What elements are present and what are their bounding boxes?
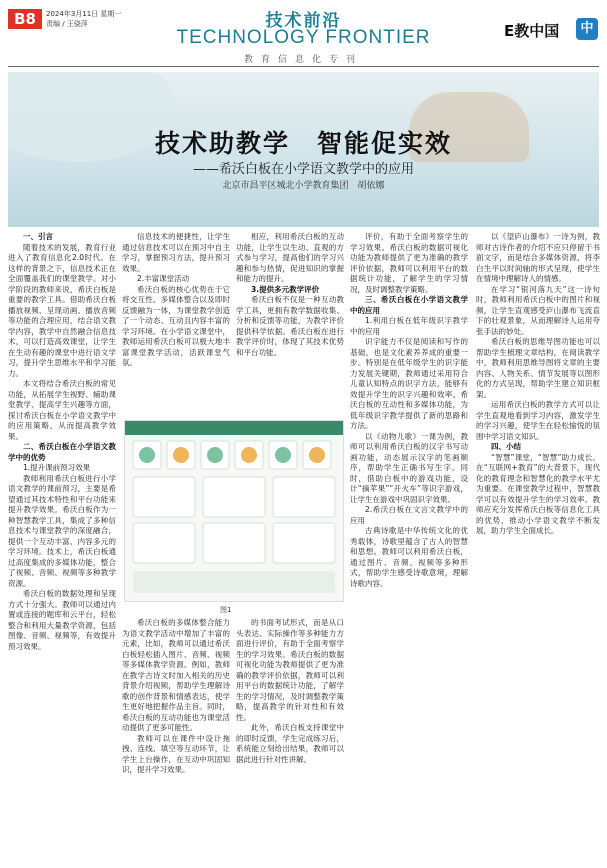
issue-date: 2024年3月11日 星期一 xyxy=(46,10,122,18)
editor-credit: 责编 / 王骁萍 xyxy=(46,20,88,28)
paragraph: 的书面考试形式，而是从口头表达、实际操作等多种能力方面进行评价，有助于全面考察学生的学习效果。希沃白板的数据可视化功能为教师提供了更为准确的教学评价依据，教师可以利用平台的数据统计功能，了解学生的学习情况，及时调整教学策略，提高教学的针对性和有效性。 xyxy=(236,618,344,722)
paragraph: 2.丰富课堂活动 xyxy=(137,274,190,283)
paragraph: 此外，希沃白板支持课堂中的即时反馈，学生完成练习后，系统能立刻给出结果，教师可以据此进行针对性讲解。 xyxy=(236,723,344,764)
article-subtitle: ——希沃白板在小学语文教学中的应用 xyxy=(192,162,414,177)
section-title: 教育信息化专刊 xyxy=(243,55,363,65)
paragraph: 希沃白板的多媒体整合能力为语文教学活动中增加了丰富的元素，比如，教师可以通过希沃白板轻松插入图片、音频、视频等多媒体教学资源。例如，教师在教学古诗文时加入相关的历史背景介绍视频，帮助学生理解诗歌的创作背景和情感表达，使学生更好地把握作品主旨。同时，希沃白板的互动功能也为课堂活动提供了更多可能性。 xyxy=(122,618,230,732)
paragraph: 1.提升课前预习效果 xyxy=(23,463,91,472)
paragraph: 识字能力不仅是阅读和写作的基础，也是文化素养养成的重要一步。特别是在低年级学生的识字能力发展关键期，教师通过采用符合儿童认知特点的识字方法，能够有效提升学生的识字兴趣和效率。希沃白板的互动性和多媒体功能，为低年级识字教学提供了新的思路和方法。 xyxy=(350,337,468,430)
column-title-en: TECHNOLOGY FRONTIER xyxy=(176,27,431,48)
paragraph: 在学习“银河落九天”这一诗句时，教师利用希沃白板中的图片和视频，让学生直观感受庐山瀑布飞流直下的壮观景象，从而理解诗人运用夸张手法的妙处。 xyxy=(476,284,600,336)
article-column-4 xyxy=(350,232,468,862)
paragraph: 古典诗歌是中华传统文化的优秀载体，诗歌里蕴含了古人的智慧和思想。教师可以利用希沃白板，通过图片、音频、视频等多种形式，帮助学生感受诗歌意境，理解诗歌内容。 xyxy=(350,526,468,588)
paragraph: 1.利用白板在低年级识字教学中的应用 xyxy=(350,316,468,336)
section-heading: 一、引言 xyxy=(23,232,53,241)
header-divider xyxy=(8,66,599,67)
figure-caption: 图1 xyxy=(220,606,232,614)
paragraph: 教师利用希沃白板进行小学语文教学的课前预习，主要是希望通过其技术特性和平台功能来提升教学效果。希沃白板作为一种智慧教学工具，集成了多种信息技术与课堂教学的深度融合，提供一个互动丰富、内容多元的学习环境。技术上，希沃白板通过高度集成的多媒体功能，整合了视频、音频、视频等多种教学资源。 xyxy=(8,473,116,588)
paragraph: 相应，利用希沃白板的互动功能，让学生以生动、直观的方式参与学习，提高他们的学习兴趣和参与热情，促进知识的掌握和能力的提升。 xyxy=(236,232,344,283)
paragraph: 希沃白板的核心优势在于它将交互性、多媒体整合以及即时反馈融为一体，为课堂教学创造了一个动态、互动且内容丰富的学习环境。在小学语文课堂中，教师运用希沃白板可以极大地丰富课堂教学活动，活跃课堂气氛。 xyxy=(122,284,230,367)
paragraph: 以《望庐山瀑布》一诗为例，教师对古诗作者的介绍不应只停留于书面文字，而是结合多媒体资源，将李白生平以时间轴的形式呈现，使学生在情境中理解诗人的情感。 xyxy=(476,232,600,283)
paragraph: 本文将结合希沃白板的常见功能，从拓展学生视野、辅助课堂教学、提高学生兴趣等方面，探讨希沃白板在小学语文教学中的应用策略，从而提高教学效果。 xyxy=(8,379,116,441)
article-column-1 xyxy=(8,232,116,862)
logo-mark-icon: 中 xyxy=(576,18,598,40)
paragraph: 信息技术的便捷性，让学生通过信息技术可以在预习中自主学习，掌握预习方法，提升预习效果。 xyxy=(122,232,230,273)
article-column-3 xyxy=(236,232,344,418)
paragraph: 随着技术的发展，教育行业进入了教育信息化2.0时代。在这样的背景之下，信息技术正在全面覆盖我们的课堂教学。对小学阶段的教师来说，希沃白板是重要的教学工具。借助希沃白板播放视频、呈现动画、播放音频等功能的合理应用，结合语文教学内容，教学中自然融合信息技术，可以打造高效课堂，让学生在生动有趣的课堂中进行语文学习，提升学生思维水平和学习能力。 xyxy=(8,242,116,378)
paragraph: 运用希沃白板的教学方式可以让学生直观地看到学习内容，激发学生的学习兴趣，使学生在轻松愉悦的氛围中学习语文知识。 xyxy=(476,400,600,441)
page-number: B8 xyxy=(8,9,42,29)
article-column-5 xyxy=(476,232,600,862)
paragraph: 希沃白板不仅是一种互动教学工具，更拥有教学数据收集、分析和反馈等功能，为教学评价提供科学依据。希沃白板在进行教学评价时，体现了其技术优势和平台功能。 xyxy=(236,295,344,357)
paragraph: 评价，有助于全面考察学生的学习效果。希沃白板的数据可视化功能为教师提供了更为准确的教学评价依据，教师可以利用平台的数据统计功能，了解学生的学习情况，及时调整教学策略。 xyxy=(350,232,468,294)
article-column-3-lower xyxy=(236,618,344,862)
publication-logo: E教中国 xyxy=(504,22,560,40)
paragraph: 2.希沃白板在文言文教学中的应用 xyxy=(350,505,468,525)
article-column-2-lower xyxy=(122,618,230,862)
section-heading: 二、希沃白板在小学语文教学中的优势 xyxy=(8,442,116,462)
paragraph: 以《动物儿歌》一课为例，教师可以利用希沃白板的汉字书写动画功能，动态展示汉字的笔画顺序，帮助学生正确书写生字。同时，借助白板中的游戏功能，设计“摘苹果”“开火车”等识字游戏，让学生在游戏中巩固识字效果。 xyxy=(350,431,468,504)
article-title: 技术助教学 智能促实效 xyxy=(154,129,452,158)
section-heading: 四、小结 xyxy=(491,442,521,451)
section-heading: 3.提供多元教学评价 xyxy=(251,284,320,294)
article-author: 北京市昌平区城北小学教育集团 胡依娜 xyxy=(222,181,385,191)
section-heading: 三、希沃白板在小学语文教学中的应用 xyxy=(350,295,468,315)
paragraph: 教师可以在课件中设计拖拽、连线、填空等互动环节，让学生上台操作，在互动中巩固知识，提升学习效果。 xyxy=(122,733,230,774)
paragraph: “智慧”课堂，“智慧”助力成长。在“互联网+教育”的大背景下，现代化的教育理念和智慧化的教学水平尤为重要。在课堂教学过程中，智慧教学可以有效提升学生的学习效率。教师应充分发挥希沃白板等信息化工具的优势，推动小学语文教学不断发展，助力学生全面成长。 xyxy=(476,452,600,535)
column-title-cn: 技术前沿 xyxy=(265,11,342,31)
figure-screenshot xyxy=(124,420,344,602)
paragraph: 希沃白板的数据处理和呈现方式十分强大。教师可以通过内置或连接的题库和云平台，轻松整合和利用大量教学资源，包括图像、音频、视频等，有效提升预习效果。 xyxy=(8,589,116,651)
article-column-2 xyxy=(122,232,230,418)
paragraph: 希沃白板的思维导图功能也可以帮助学生梳理文章结构，在阅读教学中，教师利用思维导图将文章的主要内容、人物关系、情节发展等以图形化的方式呈现，帮助学生建立知识框架。 xyxy=(476,337,600,399)
